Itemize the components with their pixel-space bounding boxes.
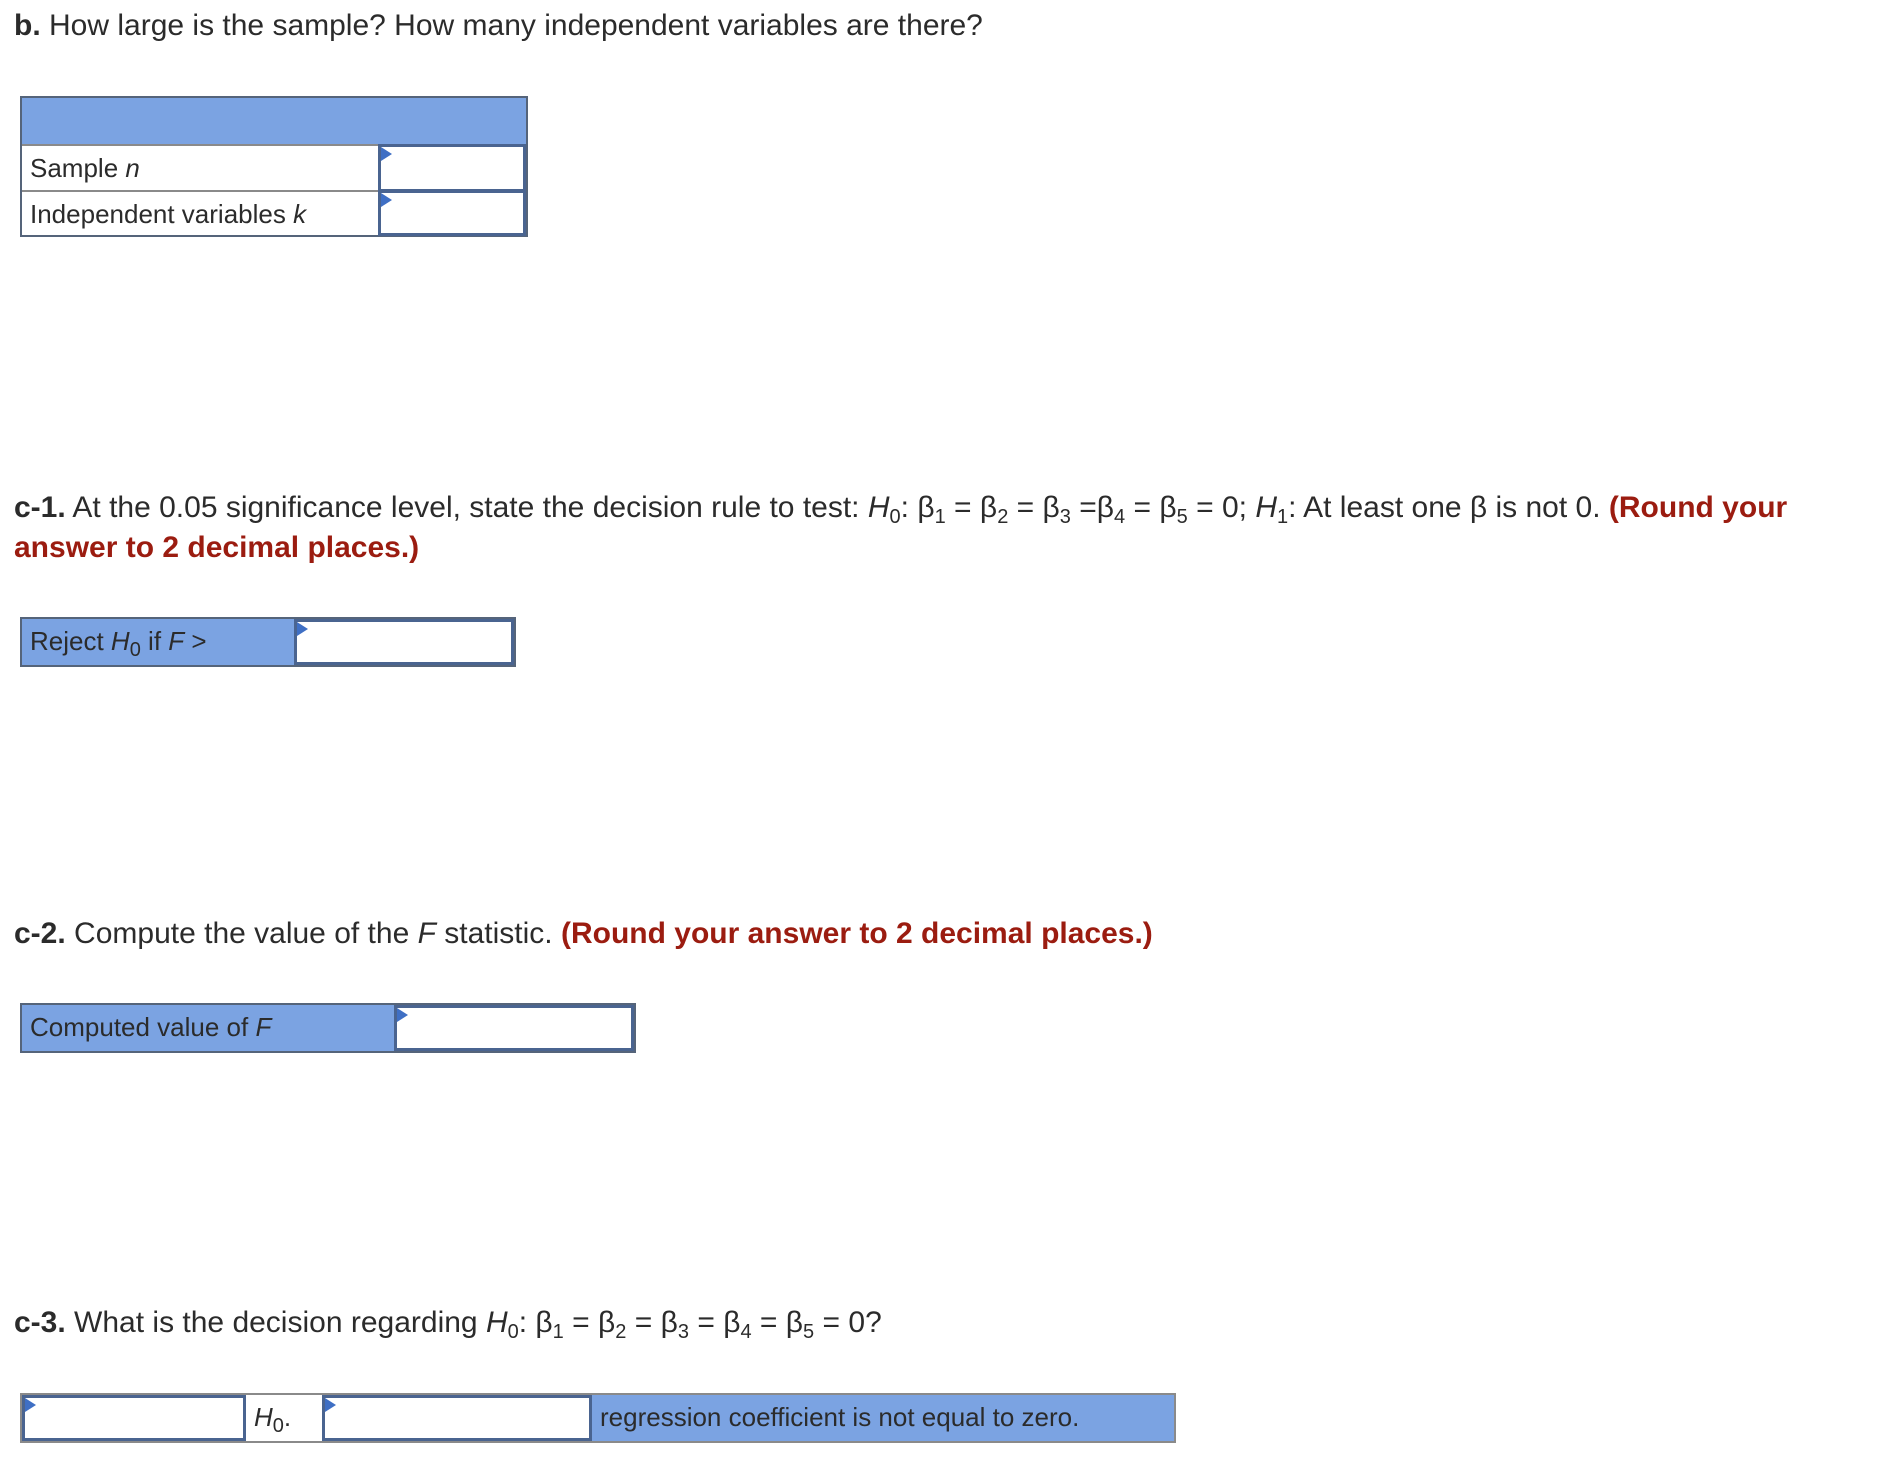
computed-f-input[interactable] [397,1008,631,1048]
sample-n-input[interactable] [381,147,523,189]
decision-select-2-input[interactable] [325,1398,589,1438]
round-instruction-c1: (Round your [1608,491,1788,524]
question-b-text: How large is the sample? How many independent variables are there? [49,9,983,42]
beta-4-subscript: 4 [1114,506,1126,528]
beta-symbol: β [1042,491,1060,524]
row-sample-n-label [22,146,378,190]
critical-f-input-box[interactable] [294,619,514,665]
equals-sign: = [626,1306,661,1339]
beta-5-subscript: 5 [1176,506,1188,528]
reject-gt-sign: > [184,626,207,656]
h0-subscript: 0 [889,506,901,528]
question-c1-text-d: : At least one β is not 0. [1288,491,1601,524]
equals-sign: = [1187,491,1222,524]
equals-sign: = [1125,491,1160,524]
equals-sign: = [563,1306,598,1339]
row-sample-n-text: Sample [30,153,126,183]
beta-symbol: β [785,1306,804,1339]
beta-1-subscript: 1 [552,1321,564,1343]
equals-sign: = [814,1306,849,1339]
question-c1-text-c: ; [1238,491,1256,524]
round-instruction-c1-line2: answer to 2 decimal places.) [14,531,420,564]
table-c2 [20,1003,636,1053]
table-b-header [22,98,526,144]
decision-select-1[interactable] [22,1395,246,1441]
question-c1-label: c-1. [14,491,66,524]
f-symbol: F [417,917,436,950]
computed-f-label [22,1005,394,1051]
computed-f-var: F [255,1012,272,1042]
independent-k-input-box[interactable] [378,190,526,236]
h1-symbol: H [1255,491,1277,524]
row-independent-k-var: k [293,199,307,229]
question-c1-text-a: At the 0.05 significance level, state the decision rule to test: [72,491,868,524]
h1-subscript: 1 [1276,506,1289,528]
reject-label-text: Reject [30,626,111,656]
beta-symbol: β [660,1306,678,1339]
reject-h0-label [22,619,294,665]
decision-period: . [283,1402,292,1432]
beta-symbol: β [1096,491,1115,524]
sample-n-input-box[interactable] [378,144,526,192]
beta-symbol: β [1159,491,1177,524]
equals-sign: = [1008,491,1043,524]
critical-f-input[interactable] [297,622,511,662]
question-c1 [14,488,1787,528]
h0-symbol: H [867,491,890,524]
beta-3-subscript: 3 [677,1321,689,1343]
question-c1-text-b: : β [900,491,935,524]
question-c2 [14,914,1153,954]
decision-h-subscript: 0 [272,1415,284,1437]
equals-sign: = [688,1306,724,1339]
row-sample-n-var: n [125,153,140,183]
question-c2-label: c-2. [14,917,66,950]
question-c3 [14,1303,882,1343]
table-b [20,96,528,237]
question-b-label: b. [14,9,41,42]
equals-sign: = [751,1306,786,1339]
beta-1-subscript: 1 [934,506,946,528]
reject-h-symbol: H [110,626,130,656]
decision-select-1-input[interactable] [25,1398,243,1438]
computed-f-text: Computed value of [30,1012,256,1042]
round-instruction-c2: (Round your answer to 2 decimal places.) [560,917,1153,950]
independent-k-input[interactable] [381,193,523,233]
equals-sign: = [945,491,980,524]
zero-value: 0 [1221,491,1239,524]
reject-if-text: if [140,626,169,656]
question-c2-text-b: statistic. [435,917,553,950]
row-independent-k-text: Independent variables [30,199,294,229]
computed-f-input-box[interactable] [394,1005,634,1051]
beta-symbol: β [723,1306,741,1339]
beta-2-subscript: 2 [997,506,1009,528]
reject-h-subscript: 0 [129,639,141,661]
beta-2-subscript: 2 [615,1321,627,1343]
question-b [14,6,983,46]
colon-beta: : β [518,1306,553,1339]
question-c3-text-a: What is the decision regarding [74,1306,486,1339]
question-c3-label: c-3. [14,1306,66,1339]
decision-h0-label [246,1395,322,1441]
reject-f-symbol: F [168,626,185,656]
h0-subscript: 0 [507,1321,519,1343]
beta-4-subscript: 4 [740,1321,752,1343]
decision-select-2[interactable] [322,1395,592,1441]
beta-symbol: β [598,1306,616,1339]
row-independent-k-label [22,192,378,236]
beta-3-subscript: 3 [1059,506,1071,528]
question-mark: ? [865,1306,882,1339]
decision-h-symbol: H [254,1402,273,1432]
table-c3 [20,1393,1176,1443]
zero-value: 0 [848,1306,866,1339]
beta-5-subscript: 5 [803,1321,815,1343]
equals-sign: = [1070,491,1097,524]
table-c1 [20,617,516,667]
decision-tail-text: regression coefficient is not equal to zero. [592,1395,1174,1441]
h0-symbol: H [485,1306,508,1339]
question-c2-text-a: Compute the value of the [74,917,418,950]
beta-symbol: β [979,491,998,524]
